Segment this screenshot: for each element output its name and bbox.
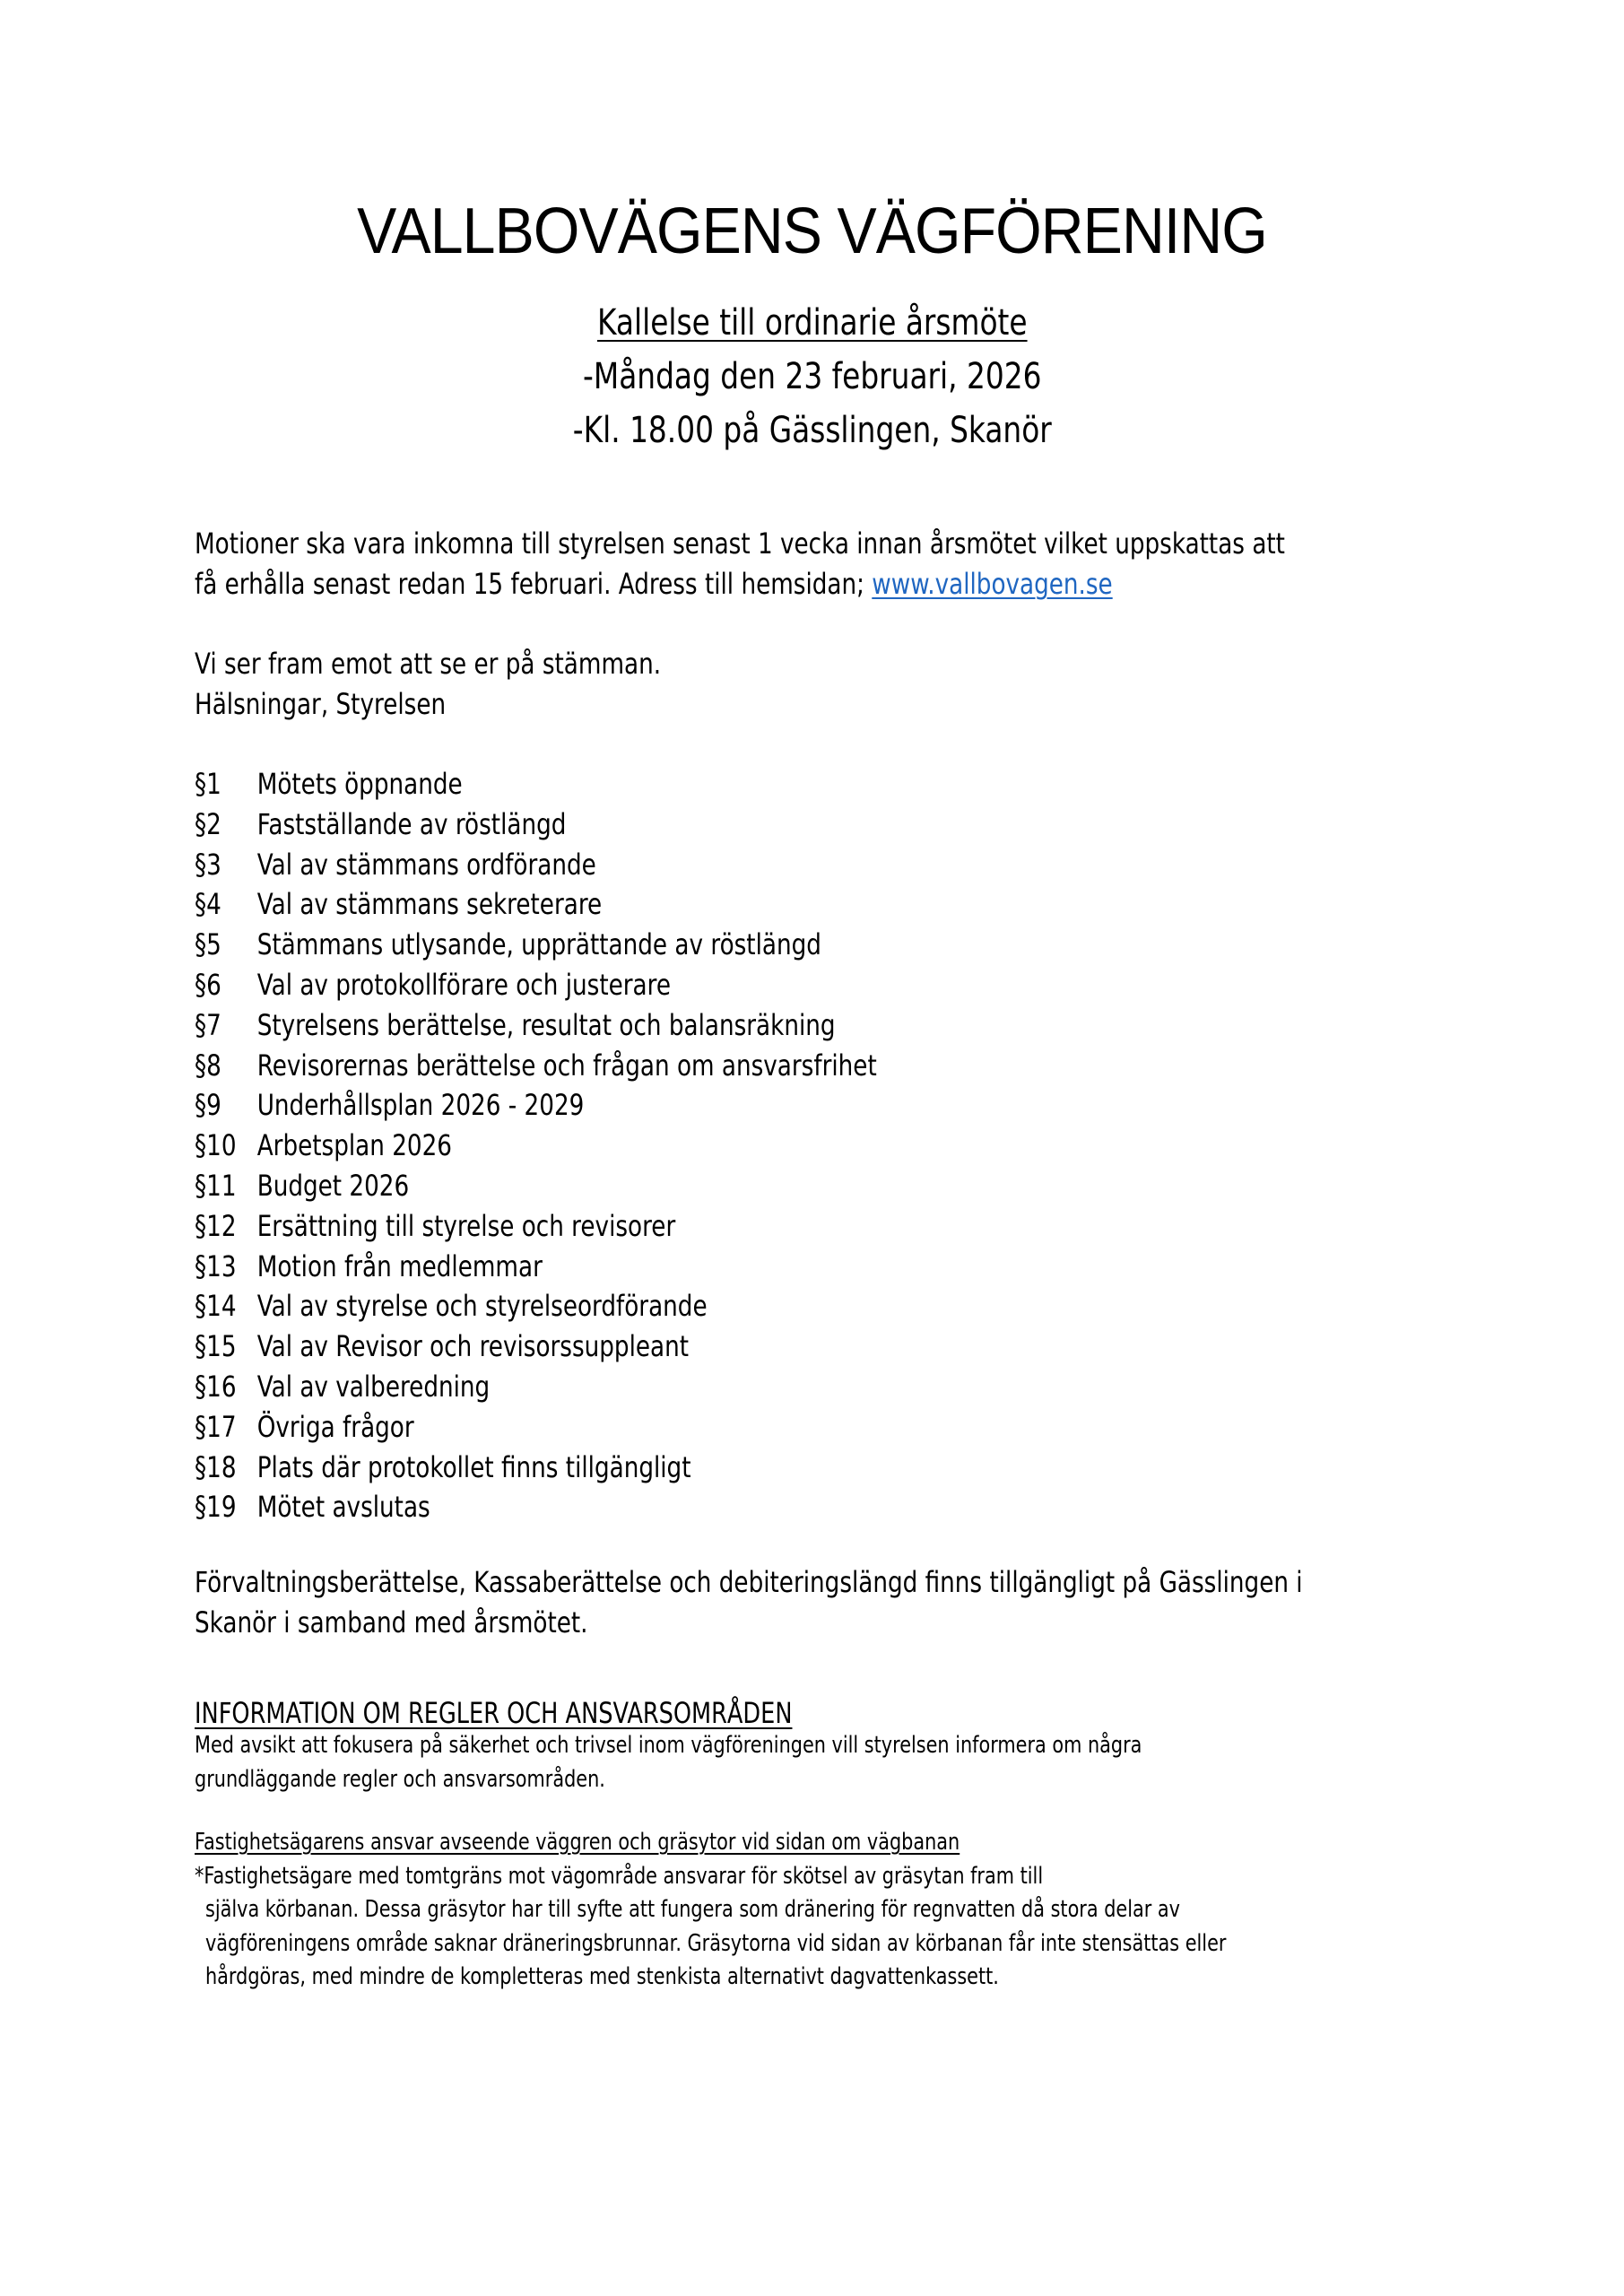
agenda-item <box>195 1005 877 1046</box>
agenda-item-text: Mötet avslutas <box>256 1490 430 1525</box>
info-section-heading: INFORMATION OM REGLER OCH ANSVARSOMRÅDEN <box>195 1696 793 1730</box>
agenda-item-number: §2 <box>195 806 221 841</box>
greeting-signature: Hälsningar, Styrelsen <box>195 686 447 721</box>
agenda-item-number: §14 <box>195 1289 237 1324</box>
greeting-line-1: Vi ser fram emot att se er på stämman. <box>195 647 662 681</box>
agenda-item <box>195 965 877 1005</box>
greeting-paragraph <box>195 644 1371 724</box>
agenda-item-number: §6 <box>195 967 221 1002</box>
agenda-item-number: §13 <box>195 1248 237 1283</box>
agenda-item-number: §10 <box>195 1128 237 1163</box>
agenda-item-number: §4 <box>195 887 221 922</box>
agenda-item-text: Motion från medlemmar <box>256 1248 543 1283</box>
agenda-item-number: §18 <box>195 1449 237 1484</box>
info-section-body <box>195 1729 1142 1796</box>
agenda-item <box>195 1166 877 1206</box>
agenda-item-text: Budget 2026 <box>256 1168 410 1203</box>
agenda-item-text: Underhållsplan 2026 - 2029 <box>256 1088 585 1123</box>
agenda-item <box>195 845 877 885</box>
agenda-item <box>195 1448 877 1488</box>
agenda-item-number: §1 <box>195 767 221 801</box>
agenda-item-text: Val av stämmans ordförande <box>256 847 596 882</box>
agenda-item-number: §8 <box>195 1048 221 1083</box>
intro-paragraph <box>195 524 1371 604</box>
meeting-time-place: -Kl. 18.00 på Gässlingen, Skanör <box>572 410 1052 451</box>
agenda-item-text: Val av valberedning <box>256 1369 491 1404</box>
agenda-item <box>195 884 877 925</box>
agenda-item-number: §12 <box>195 1208 237 1243</box>
owner-section <box>195 1826 1226 1995</box>
agenda-item-text: Fastställande av röstlängd <box>256 806 567 841</box>
owner-line-1: *Fastighetsägare med tomtgräns mot vägområde ansvarar för skötsel av gräsytan fram till <box>195 1862 1044 1890</box>
agenda-item-number: §7 <box>195 1007 221 1042</box>
agenda-item-text: Styrelsens berättelse, resultat och balansräkning <box>256 1007 836 1042</box>
agenda-item <box>195 804 877 845</box>
agenda-item <box>195 1286 877 1326</box>
agenda-item-number: §15 <box>195 1329 237 1364</box>
intro-line-1: Motioner ska vara inkomna till styrelsen senast 1 vecka innan årsmötet vilket uppskattas att <box>195 526 1285 561</box>
agenda-item <box>195 1487 877 1527</box>
agenda-item-text: Övriga frågor <box>256 1409 414 1444</box>
website-link[interactable]: www.vallbovagen.se <box>872 566 1113 601</box>
agenda-item-number: §17 <box>195 1409 237 1444</box>
agenda-item-number: §5 <box>195 927 221 962</box>
agenda-item-number: §19 <box>195 1490 237 1525</box>
agenda-item-text: Val av stämmans sekreterare <box>256 887 603 922</box>
agenda-item <box>195 764 877 804</box>
agenda-item-number: §16 <box>195 1369 237 1404</box>
agenda-item-text: Val av Revisor och revisorssuppleant <box>256 1329 690 1364</box>
agenda-item-text: Arbetsplan 2026 <box>256 1128 452 1163</box>
agenda-item <box>195 1046 877 1086</box>
agenda-item-text: Revisorernas berättelse och frågan om ansvarsfrihet <box>256 1048 877 1083</box>
agenda-item-number: §9 <box>195 1088 221 1123</box>
agenda-item <box>195 1326 877 1367</box>
agenda-item-number: §11 <box>195 1168 237 1203</box>
availability-line-2: Skanör i samband med årsmötet. <box>195 1605 588 1639</box>
meeting-date: -Måndag den 23 februari, 2026 <box>583 356 1042 397</box>
agenda-item <box>195 1367 877 1407</box>
agenda-list <box>195 764 877 1527</box>
agenda-item <box>195 1247 877 1287</box>
owner-line-4: hårdgöras, med mindre de kompletteras med stenkista alternativt dagvattenkassett. <box>205 1963 999 1990</box>
info-line-2: grundläggande regler och ansvarsområden. <box>195 1765 605 1793</box>
agenda-item-text: Mötets öppnande <box>256 767 463 801</box>
intro-line-2-text: få erhålla senast redan 15 februari. Adress till hemsidan; <box>195 566 873 601</box>
owner-section-heading: Fastighetsägarens ansvar avseende väggren och gräsytor vid sidan om vägbanan <box>195 1829 960 1856</box>
availability-paragraph <box>195 1562 1371 1642</box>
agenda-item <box>195 1126 877 1166</box>
agenda-item <box>195 1407 877 1448</box>
agenda-item-text: Plats där protokollet finns tillgängligt <box>256 1449 691 1484</box>
agenda-item-text: Val av styrelse och styrelseordförande <box>256 1289 708 1324</box>
agenda-item-text: Stämmans utlysande, upprättande av röstlängd <box>256 927 821 962</box>
availability-line-1: Förvaltningsberättelse, Kassaberättelse och debiteringslängd finns tillgängligt på Gässlingen i <box>195 1565 1303 1599</box>
owner-line-3: vägföreningens område saknar dräneringsbrunnar. Gräsytorna vid sidan av körbanan får inte stensättas eller <box>205 1929 1227 1957</box>
agenda-item <box>195 925 877 965</box>
info-line-1: Med avsikt att fokusera på säkerhet och trivsel inom vägföreningen vill styrelsen informera om några <box>195 1732 1142 1759</box>
agenda-item-text: Ersättning till styrelse och revisorer <box>256 1208 676 1243</box>
document-title: VALLBOVÄGENS VÄGFÖRENING <box>357 196 1267 267</box>
agenda-item-text: Val av protokollförare och justerare <box>256 967 671 1002</box>
agenda-item-number: §3 <box>195 847 221 882</box>
meeting-subtitle: Kallelse till ordinarie årsmöte <box>596 302 1028 344</box>
agenda-item <box>195 1206 877 1247</box>
intro-line-2 <box>195 564 1371 604</box>
owner-line-2: själva körbanan. Dessa gräsytor har till syfte att fungera som dränering för regnvatten då stora delar av <box>205 1896 1180 1923</box>
agenda-item <box>195 1085 877 1126</box>
